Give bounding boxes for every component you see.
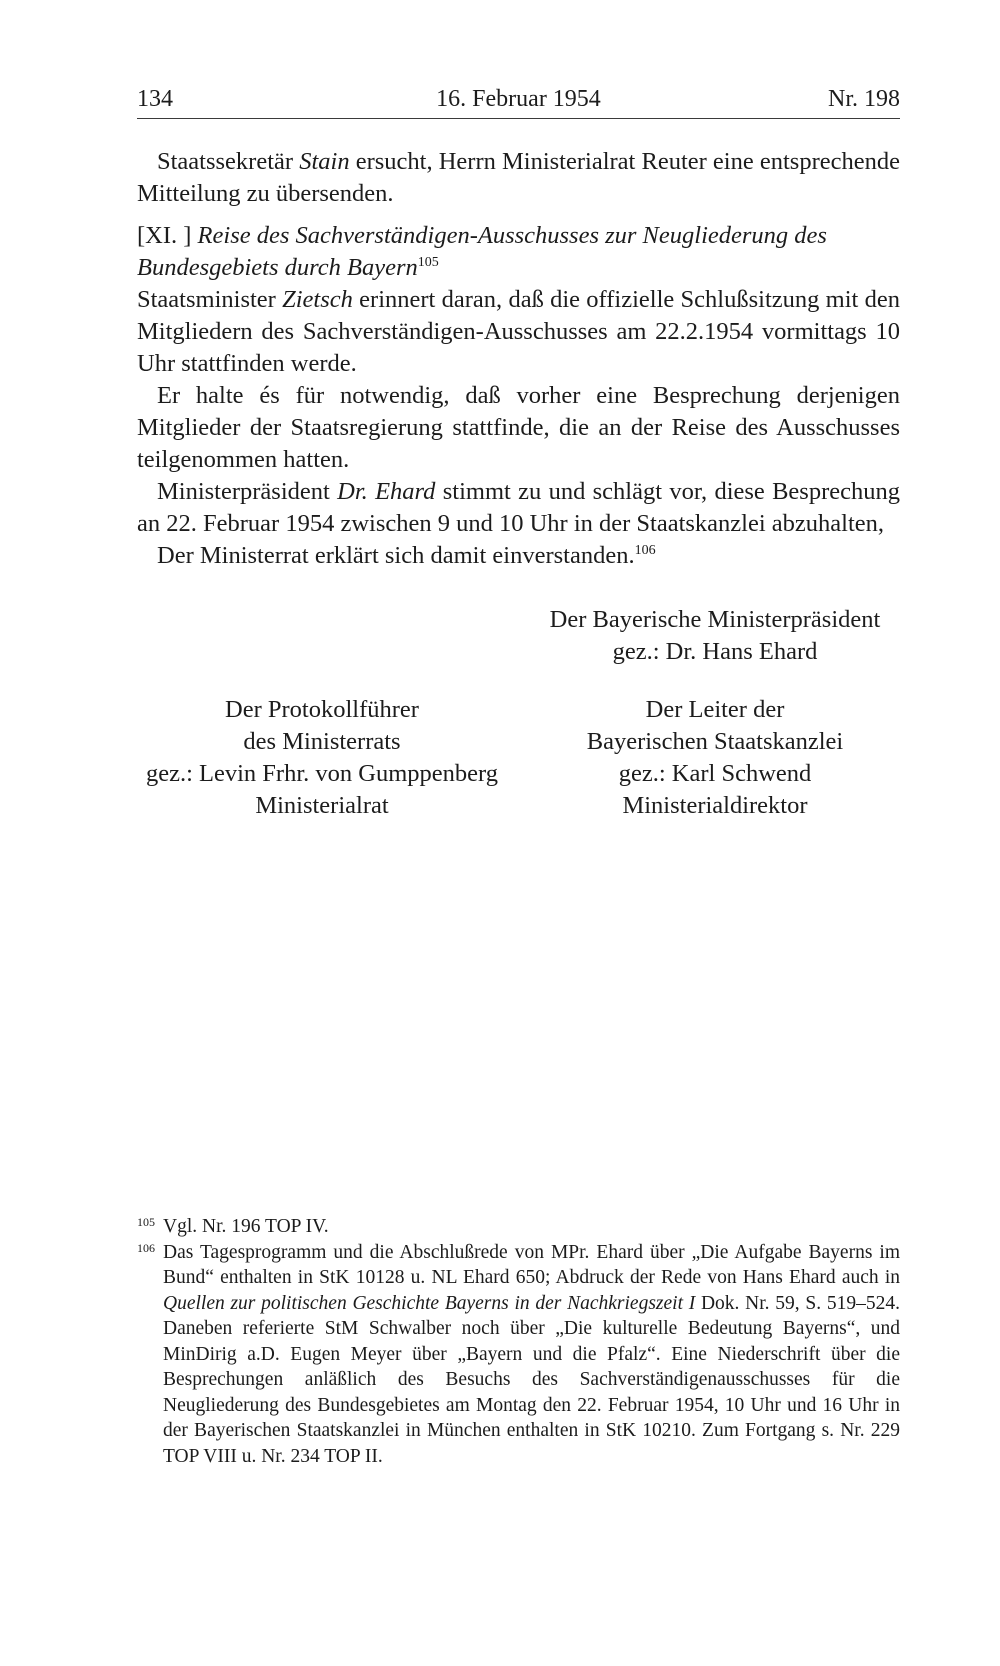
body-text: [137, 146, 900, 572]
text-run: Staatsminister: [137, 286, 283, 313]
signature-line: des Ministerrats: [243, 728, 401, 755]
header-date: 16. Februar 1954: [436, 86, 601, 112]
paragraph-zietsch: [137, 284, 900, 380]
signature-protokollfuehrer: [137, 694, 507, 822]
footnote-text: Vgl. Nr. 196 TOP IV.: [163, 1216, 329, 1237]
signature-line: Ministerialdirektor: [622, 792, 808, 819]
footnote-text: Das Tagesprogramm und die Abschlußrede von MPr. Ehard über „Die Aufgabe Bayerns im Bund“ enthalten in StK 10128 u. NL Ehard 650; Abdruck der Rede von Hans Ehard auch in: [163, 1241, 900, 1288]
signature-leiter-staatskanzlei: [530, 694, 900, 822]
signature-line: gez.: Levin Frhr. von Gumppenberg: [145, 760, 498, 787]
signature-line: Der Protokollführer: [225, 696, 419, 723]
text-run: erinnert daran, daß die offizielle Schlußsitzung mit den Mitgliedern des Sachverständigen-Ausschusses am 22.2.1954 vormittags 10 Uhr stattfinden werde.: [137, 286, 900, 377]
footnote-number: 106: [137, 1240, 155, 1255]
signature-ministerpraesident: [530, 604, 900, 668]
footnote-ref-106[interactable]: 106: [634, 542, 656, 558]
agenda-item-heading: [137, 220, 900, 284]
speaker-name: Zietsch: [282, 286, 353, 313]
document-number: Nr. 198: [828, 86, 900, 112]
signature-line: Der Bayerische Ministerpräsident: [549, 606, 881, 633]
text-run: Der Ministerrat erklärt sich damit einverstanden.: [157, 542, 635, 569]
speaker-name: Stain: [299, 148, 350, 175]
signature-line: Ministerialrat: [255, 792, 389, 819]
agenda-item-number: [XI. ]: [137, 222, 192, 249]
speaker-name: Dr. Ehard: [337, 478, 436, 505]
page-number: 134: [137, 86, 173, 112]
signature-line: Der Leiter der: [645, 696, 785, 723]
footnotes: [137, 1214, 900, 1469]
footnote-105: [137, 1214, 900, 1240]
text-run: ersucht, Herrn Ministerialrat Reuter eine entsprechende Mitteilung zu übersenden.: [137, 148, 900, 207]
footnote-106: [137, 1240, 900, 1470]
text-run: Ministerpräsident: [157, 478, 338, 505]
running-header: [137, 84, 900, 119]
paragraph-stain: [137, 146, 900, 210]
signature-line: gez.: Dr. Hans Ehard: [612, 638, 818, 665]
signature-line: gez.: Karl Schwend: [618, 760, 812, 787]
footnote-ref-105[interactable]: 105: [417, 254, 439, 270]
paragraph-besprechung: Er halte és für notwendig, daß vorher eine Besprechung derjenigen Mitglieder der Staatsregierung stattfinde, die an der Reise des Ausschusses teilgenommen hatten.: [137, 382, 900, 473]
footnote-number: 105: [137, 1215, 155, 1229]
signature-line: Bayerischen Staatskanzlei: [586, 728, 844, 755]
cited-work-title: Quellen zur politischen Geschichte Bayerns in der Nachkriegszeit I: [163, 1292, 696, 1314]
footnote-text: Dok. Nr. 59, S. 519–524. Daneben referierte StM Schwalber noch über „Die kulturelle Bedeutung Bayerns“, und MinDirig a.D. Eugen Meyer über „Bayern und die Pfalz“. Eine Niederschrift über die Besprechungen anläßlich des Besuchs des Sachverständigenausschusses für die Neugliederung des Bundesgebietes am Montag den 22. Februar 1954, 10 Uhr und 16 Uhr in der Bayerischen Staatskanzlei in München enthalten in StK 10210. Zum Fortgang s. Nr. 229 TOP VIII u. Nr. 234 TOP II.: [163, 1292, 900, 1467]
paragraph-resolution: [137, 540, 900, 572]
paragraph-ehard: [137, 476, 900, 540]
text-run: stimmt zu und schlägt vor, diese Besprechung an 22. Februar 1954 zwischen 9 und 10 Uhr in der Staatskanzlei abzuhalten,: [137, 478, 901, 537]
agenda-item-title: Reise des Sachverständigen-Ausschusses zur Neugliederung des Bundesgebiets durch Bayern: [137, 222, 827, 281]
text-run: Staatssekretär: [157, 148, 300, 175]
